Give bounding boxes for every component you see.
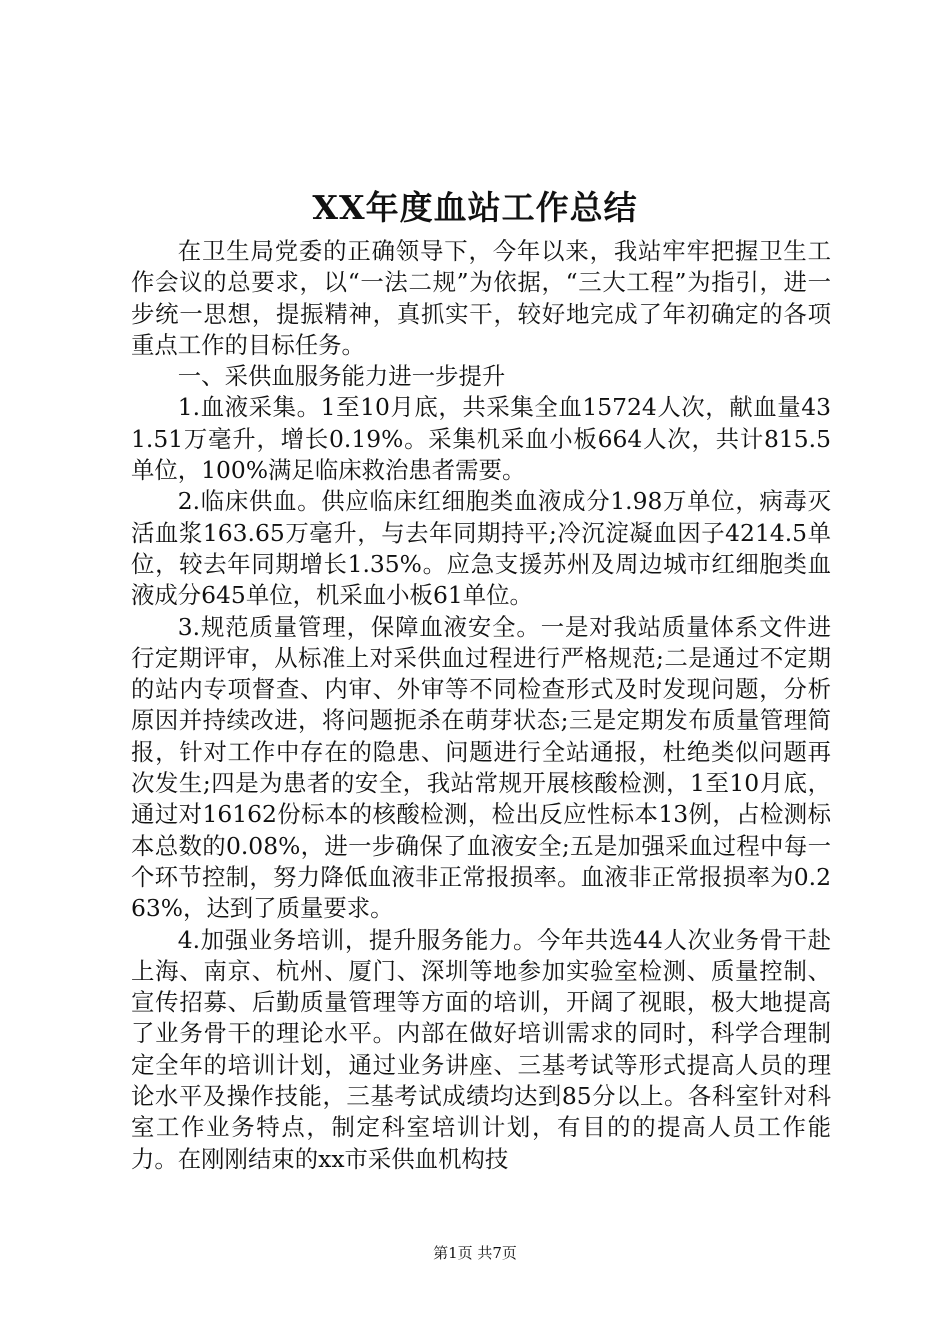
paragraph-intro: 在卫生局党委的正确领导下，今年以来，我站牢牢把握卫生工作会议的总要求，以“一法二规”为依据，“三大工程”为指引，进一步统一思想，提振精神，真抓实干，较好地完成了年初确定的各项重点工作的目标任务。 bbox=[131, 237, 831, 359]
paragraph-training: 4.加强业务培训，提升服务能力。今年共选44人次业务骨干赴上海、南京、杭州、厦门、深圳等地参加实验室检测、质量控制、宣传招募、后勤质量管理等方面的培训，开阔了视眼，极大地提高了业务骨干的理论水平。内部在做好培训需求的同时，科学合理制定全年的培训计划，通过业务讲座、三基考试等形式提高人员的理论水平及操作技能，三基考试成绩均达到85分以上。各科室针对科室工作业务特点，制定科室培训计划，有目的的提高人员工作能力。在刚刚结束的xx市采供血机构技 bbox=[131, 925, 831, 1173]
paragraph-blood-collection: 1.血液采集。1至10月底，共采集全血15724人次，献血量431.51万毫升，增长0.19%。采集机采血小板664人次，共计815.5单位，100%满足临床救治患者需要。 bbox=[131, 393, 831, 485]
section-heading-1: 一、采供血服务能力进一步提升 bbox=[177, 362, 506, 391]
page-footer: 第1页 共7页 bbox=[433, 1244, 517, 1262]
document-title: XX年度血站工作总结 bbox=[312, 188, 638, 227]
paragraph-quality-management: 3.规范质量管理，保障血液安全。一是对我站质量体系文件进行定期评审，从标准上对采供血过程进行严格规范;二是通过不定期的站内专项督查、内审、外审等不同检查形式及时发现问题，分析原因并持续改进，将问题扼杀在萌芽状态;三是定期发布质量管理简报，针对工作中存在的隐患、问题进行全站通报，杜绝类似问题再次发生;四是为患者的安全，我站常规开展核酸检测，1至10月底，通过对16162份标本的核酸检测，检出反应性标本13例，占检测标本总数的0.08%，进一步确保了血液安全;五是加强采血过程中每一个环节控制，努力降低血液非正常报损率。血液非正常报损率为0.263%，达到了质量要求。 bbox=[131, 612, 831, 923]
paragraph-clinical-supply: 2.临床供血。供应临床红细胞类血液成分1.98万单位，病毒灭活血浆163.65万毫升，与去年同期持平;冷沉淀凝血因子4214.5单位，较去年同期增长1.35%。应急支援苏州及周边城市红细胞类血液成分645单位，机采血小板61单位。 bbox=[131, 487, 831, 610]
document-body bbox=[131, 236, 831, 1175]
